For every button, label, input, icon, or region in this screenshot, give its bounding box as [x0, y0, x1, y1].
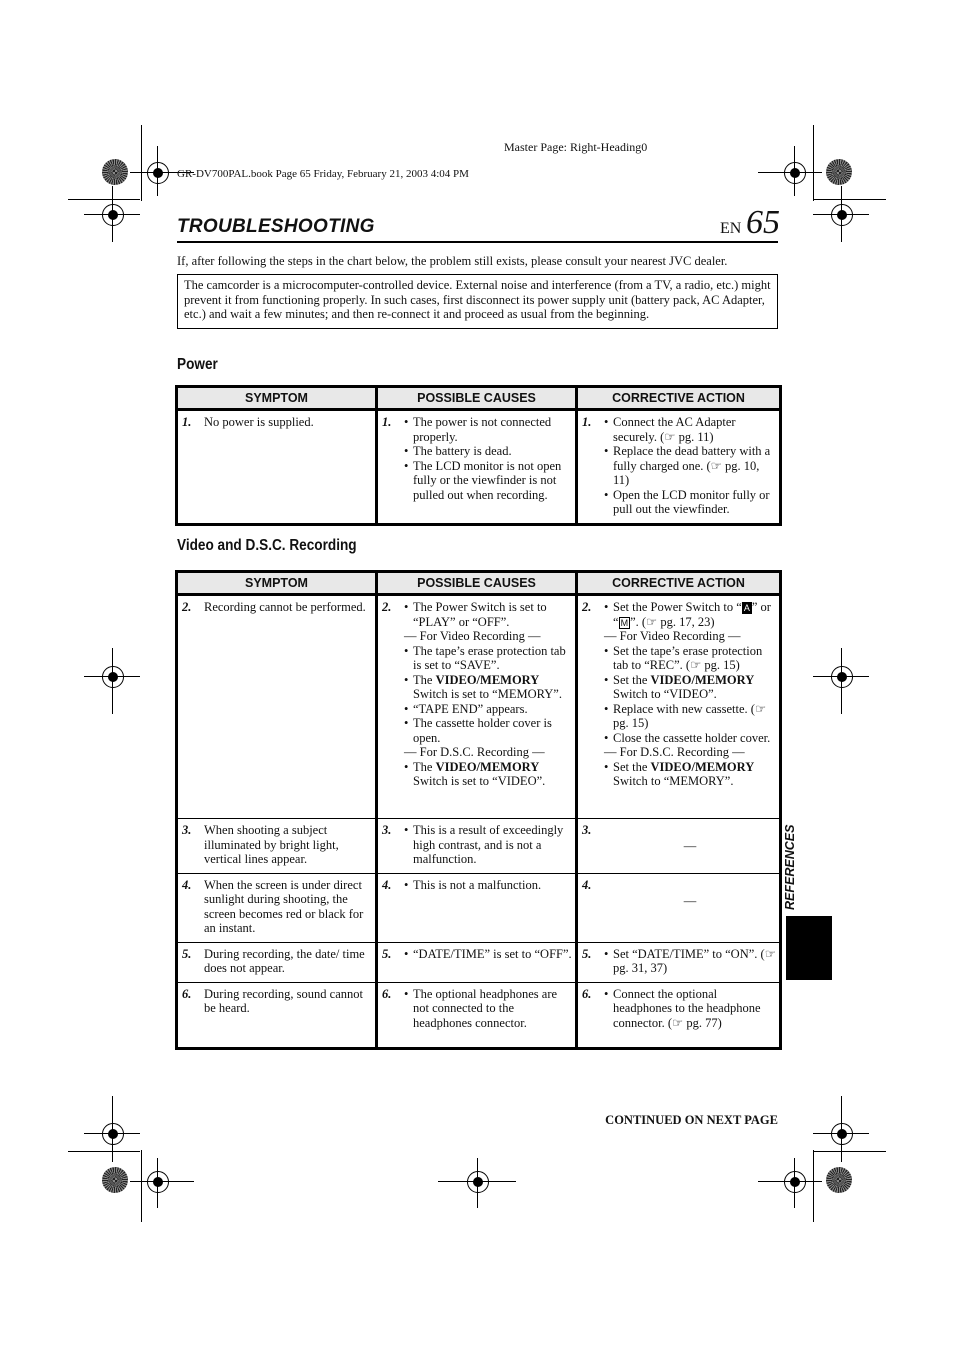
symptom-text: During recording, the date/ time does not appear.	[204, 946, 365, 975]
table-row	[177, 595, 781, 819]
column-header-action: CORRECTIVE ACTION	[577, 387, 781, 410]
title-rule	[177, 241, 778, 243]
row-number: 2.	[582, 600, 592, 614]
action-item: Connect the optional headphones to the headphone connector. (☞ pg. 77)	[613, 986, 761, 1030]
cause-item: The VIDEO/MEMORY Switch is set to “MEMORY”.	[413, 672, 562, 701]
action-cell: 3. —	[577, 819, 781, 874]
symptom-cell	[177, 410, 377, 525]
action-cell: 1. • Connect the AC Adapter securely. (☞ pg. 11) • Replace the dead battery with a fully charged one. (☞ pg. 10, 11) • Open the LCD monitor fully or pull out the viewfinder.	[577, 410, 781, 525]
page-title: TROUBLESHOOTING	[177, 216, 375, 237]
action-cell: 4. —	[577, 873, 781, 942]
symptom-cell: 5. During recording, the date/ time does not appear.	[177, 942, 377, 982]
action-cell: 6. • Connect the optional headphones to the headphone connector. (☞ pg. 77)	[577, 982, 781, 1048]
page-number: 65	[746, 204, 780, 241]
intro-text: If, after following the steps in the chart below, the problem still exists, please consult your nearest JVC dealer.	[177, 254, 728, 268]
action-item: Set the VIDEO/MEMORY Switch to “MEMORY”.	[613, 759, 755, 788]
sub-heading: — For D.S.C. Recording —	[604, 745, 745, 759]
causes-cell: 2. • The Power Switch is set to “PLAY” or “OFF”. — For Video Recording — • The tape’s erase protection tab is set to “SAVE”. • The VIDEO/MEMORY Switch is set to “MEMORY”. • “TAPE END” appears. • The cassette holder cover is open. — For D.S.C. Recording — • The VIDEO/MEMORY Switch is set to “VIDEO”.	[377, 595, 577, 819]
symptom-text: When shooting a subject illuminated by bright light, vertical lines appear.	[204, 823, 339, 866]
section-heading-video: Video and D.S.C. Recording	[177, 537, 357, 554]
symptom-cell: 6. During recording, sound cannot be heard.	[177, 982, 377, 1048]
cause-item: This is a result of exceedingly high contrast, and is not a malfunction.	[413, 823, 564, 866]
symptom-cell: 3. When shooting a subject illuminated by bright light, vertical lines appear.	[177, 819, 377, 874]
cause-item: The Power Switch is set to “PLAY” or “OFF”.	[413, 600, 547, 629]
action-item: Set the VIDEO/MEMORY Switch to “VIDEO”.	[613, 672, 755, 701]
action-item: Set “DATE/TIME” to “ON”. (☞ pg. 31, 37)	[613, 946, 776, 975]
symptom-text: During recording, sound cannot be heard.	[204, 986, 363, 1015]
causes-cell: 1. • The power is not connected properly. • The battery is dead. • The LCD monitor is not open fully or the viewfinder is not pulled out when recording.	[377, 410, 577, 525]
table-row	[177, 873, 781, 942]
table-row	[177, 819, 781, 874]
causes-cell: 5. • “DATE/TIME” is set to “OFF”.	[377, 942, 577, 982]
table-header-row	[177, 387, 781, 410]
row-number: 1.	[382, 415, 392, 429]
causes-cell: 6. • The optional headphones are not connected to the headphones connector.	[377, 982, 577, 1048]
power-table	[175, 385, 782, 526]
action-item: —	[683, 893, 697, 908]
video-recording-table	[175, 570, 782, 1050]
sub-heading: — For Video Recording —	[404, 629, 541, 643]
auto-mode-icon: A	[743, 603, 750, 613]
action-item: Open the LCD monitor fully or pull out the viewfinder.	[613, 487, 770, 516]
cause-item: The optional headphones are not connected to the headphones connector.	[413, 986, 558, 1030]
master-page-label: Master Page: Right-Heading0	[504, 140, 648, 154]
row-number: 1.	[182, 415, 192, 429]
row-number: 2.	[382, 600, 392, 614]
column-header-symptom: SYMPTOM	[177, 387, 377, 410]
language-label: EN	[720, 220, 742, 237]
cause-item: The battery is dead.	[413, 444, 512, 458]
continued-note: CONTINUED ON NEXT PAGE	[605, 1113, 778, 1127]
causes-cell: 3. • This is a result of exceedingly high contrast, and is not a malfunction.	[377, 819, 577, 874]
manual-mode-icon: M	[620, 617, 629, 628]
column-header-causes: POSSIBLE CAUSES	[377, 572, 577, 595]
action-item: Close the cassette holder cover.	[613, 730, 771, 745]
table-row	[177, 982, 781, 1048]
row-number: 1.	[582, 415, 592, 429]
action-item: Set the Power Switch to “ A ” or “ M ”. (☞ pg. 17, 23)	[613, 600, 771, 629]
cause-item: The power is not connected properly.	[413, 415, 552, 444]
column-header-symptom: SYMPTOM	[177, 572, 377, 595]
symptom-cell: 4. When the screen is under direct sunlight during shooting, the screen becomes red or black for an instant.	[177, 873, 377, 942]
file-info: GR-DV700PAL.book Page 65 Friday, February 21, 2003 4:04 PM	[177, 168, 469, 180]
action-item: Replace the dead battery with a fully charged one. (☞ pg. 10, 11)	[613, 444, 771, 487]
symptom-text: Recording cannot be performed.	[204, 600, 366, 614]
symptom-text: No power is supplied.	[204, 415, 314, 429]
column-header-action: CORRECTIVE ACTION	[577, 572, 781, 595]
action-cell: 5. • Set “DATE/TIME” to “ON”. (☞ pg. 31, 37)	[577, 942, 781, 982]
cause-item: The VIDEO/MEMORY Switch is set to “VIDEO”.	[413, 759, 546, 788]
sub-heading: — For D.S.C. Recording —	[404, 745, 545, 759]
symptom-text: When the screen is under direct sunlight during shooting, the screen becomes red or black for an instant.	[204, 877, 364, 935]
cause-item: The LCD monitor is not open fully or the viewfinder is not pulled out when recording.	[413, 458, 562, 502]
table-header-row	[177, 572, 781, 595]
cause-item: The cassette holder cover is open.	[413, 716, 552, 745]
action-item: Set the tape’s erase protection tab to “REC”. (☞ pg. 15)	[613, 643, 763, 672]
table-row	[177, 942, 781, 982]
notice-box: The camcorder is a microcomputer-controlled device. External noise and interference (from a TV, a radio, etc.) might prevent it from functioning properly. In such cases, first disconnect its power supply unit (battery pack, AC Adapter, etc.) and wait a few minutes; and then re-connect it and proceed as usual from the beginning.	[177, 274, 778, 329]
causes-cell: 4. • This is not a malfunction.	[377, 873, 577, 942]
action-item: —	[683, 839, 697, 853]
action-item: Connect the AC Adapter securely. (☞ pg. 11)	[613, 415, 736, 444]
sub-heading: — For Video Recording —	[604, 629, 741, 643]
action-item: Replace with new cassette. (☞ pg. 15)	[613, 701, 767, 730]
section-thumb-tab	[786, 916, 832, 980]
action-cell: 2. • Set the Power Switch to “ A ” or “ M ”. (☞ pg. 17, 23) — For Video Recording — • Set the tape’s erase protection tab to “REC”. (☞ pg. 15) • Set the VIDEO/MEMORY Switch to “VIDEO”. • Replace with new cassette. (☞ pg. 15) • Close the cassette holder cover. — For D.S.C. Recording — • Set the VIDEO/MEMORY Switch to “MEMORY”.	[577, 595, 781, 819]
cause-item: The tape’s erase protection tab is set to “SAVE”.	[413, 643, 566, 672]
cause-item: This is not a malfunction.	[413, 877, 542, 892]
table-row	[177, 410, 781, 525]
symptom-cell	[177, 595, 377, 819]
references-side-label: REFERENCES	[783, 824, 797, 910]
cause-item: “DATE/TIME” is set to “OFF”.	[413, 946, 572, 961]
section-heading-power: Power	[177, 356, 218, 373]
cause-item: “TAPE END” appears.	[413, 701, 528, 716]
column-header-causes: POSSIBLE CAUSES	[377, 387, 577, 410]
row-number: 2.	[182, 600, 192, 614]
